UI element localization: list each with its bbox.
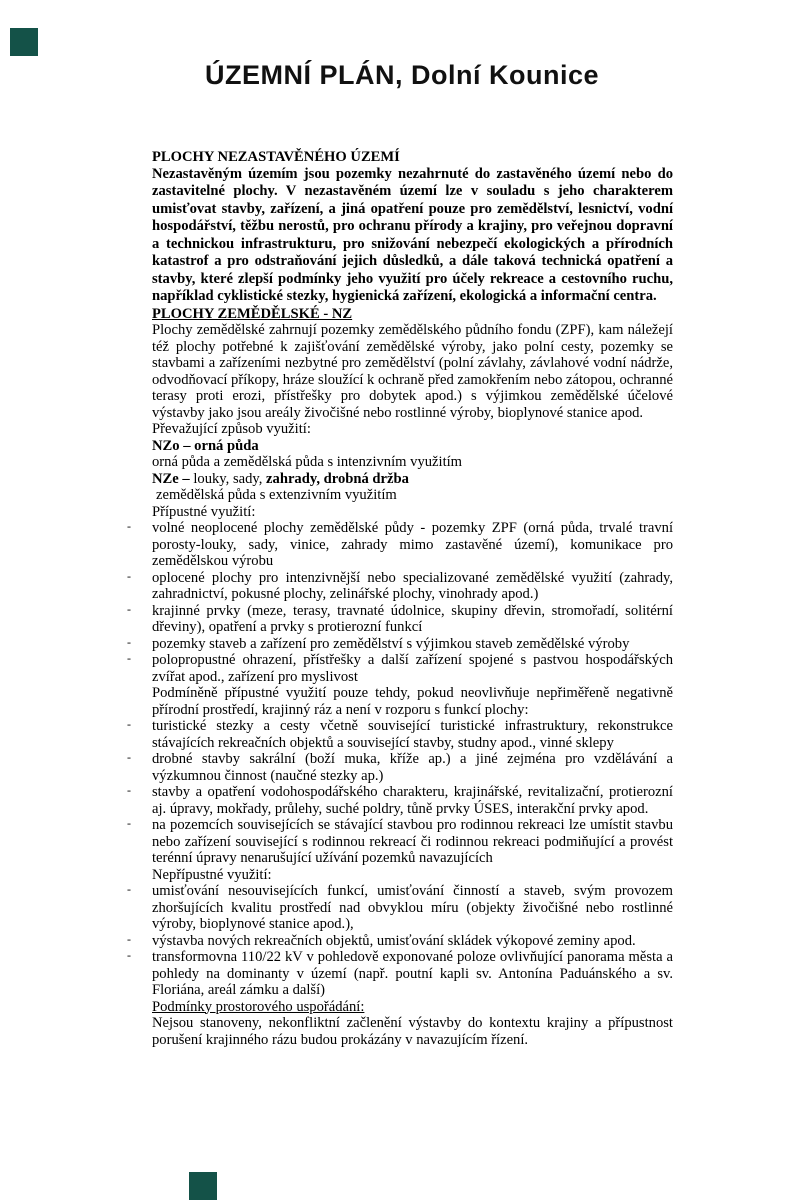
list-item: - výstavba nových rekreačních objektů, umisťování skládek výkopové zeminy apod.: [152, 933, 673, 950]
label-pripustne-vyuziti: Přípustné využití:: [152, 503, 256, 520]
list-item: - volné neoplocené plochy zemědělské půdy - pozemky ZPF (orná půda, trvalé travní porosty-louky, sady, vinice, zahrady mimo zastavěné území), komunikace pro zemědělskou výrobu: [152, 520, 673, 570]
list-item: - transformovna 110/22 kV v pohledově exponované poloze ovlivňující panorama města a pohledy na dominanty v území (např. poutní kapli sv. Antonína Paduánského a sv. Floriána, areál zámku a další): [152, 949, 673, 999]
nze-code-line: [152, 471, 673, 488]
section-heading-zemedelske-nz: PLOCHY ZEMĚDĚLSKÉ - NZ: [152, 305, 353, 322]
list-item: - na pozemcích souvisejících se stávající stavbou pro rodinnou rekreaci lze umístit stavbu nebo zařízení související s rodinnou rekreací či rodinnou rekreaci podmiňující a provést terénní úpravy nenarušující užívání pozemků navazujících: [152, 817, 673, 867]
nze-description: zemědělská půda s extenzivním využitím: [156, 487, 397, 503]
nze-regular-part: louky, sady,: [189, 470, 267, 487]
list-item: - stavby a opatření vodohospodářského charakteru, krajinářské, revitalizační, protierozní aj. úpravy, mokřady, průlehy, suché poldry, tůně prvky ÚSES, interakční prvky apod.: [152, 784, 673, 817]
paragraph-nezastavene-uzemi: Nezastavěným územím jsou pozemky nezahrnuté do zastavěného území nebo do zastavitelné plochy. V nezastavěném území lze v souladu s jeho charakterem umisťovat stavby, zařízení, a jiná opatření pouze pro zemědělství, lesnictví, vodní hospodářství, těžbu nerostů, pro ochranu přírody a krajiny, pro veřejnou dopravní a technickou infrastrukturu, pro snižování nebezpečí ekologických a přírodních katastrof a pro odstraňování jejich důsledků, a dále taková technická opatření a stavby, které zlepší podmínky jeho využití pro účely rekreace a cestovního ruchu, například cyklistické stezky, hygienická zařízení, ekologická a informační centra.: [152, 165, 673, 304]
spatial-conditions-heading: Podmínky prostorového uspořádání:: [152, 998, 365, 1015]
document-content: [152, 149, 673, 1048]
list-item: - umisťování nesouvisejících funkcí, umisťování činností a staveb, svým provozem zhoršujících kvalitu prostředí nad obvyklou míru (objekty živočišné nebo rostlinné výroby, bioplynové stanice apod.),: [152, 883, 673, 933]
spatial-conditions-text: Nejsou stanoveny, nekonfliktní začlenění výstavby do kontextu krajiny a přípustnost porušení krajinného rázu budou prokázány v navazujícím řízení.: [152, 1015, 673, 1048]
inadmissible-use-list: [152, 883, 673, 999]
redaction-square-bottom: [189, 1172, 217, 1200]
list-item: - krajinné prvky (meze, terasy, travnaté údolnice, skupiny dřevin, stromořadí, solitérní dřeviny), opatření a prvky s protierozní funkcí: [152, 603, 673, 636]
nze-code: NZe –: [152, 470, 190, 487]
list-item: - oplocené plochy pro intenzivnější nebo specializované zemědělské využití (zahrady, zahradnictví, pokusné plochy, zelinářské plochy, vinohrady apod.): [152, 570, 673, 603]
label-prevazujici-vyuziti: Převažující způsob využití:: [152, 421, 311, 437]
nze-bold-part: zahrady, drobná držba: [266, 470, 409, 487]
section-heading-nezastavene-uzemi: PLOCHY NEZASTAVĚNÉHO ÚZEMÍ: [152, 149, 400, 165]
label-nepripustne-vyuziti: Nepřípustné využití:: [152, 866, 272, 883]
permitted-use-list: [152, 520, 673, 685]
list-item: - turistické stezky a cesty včetně související turistické infrastruktury, rekonstrukce stávajících rekreačních objektů a související stavby, studny apod., vinné sklepy: [152, 718, 673, 751]
nzo-description: orná půda a zemědělská půda s intenzivním využitím: [152, 454, 463, 470]
page-title: ÚZEMNÍ PLÁN, Dolní Kounice: [205, 60, 599, 90]
list-item: - pozemky staveb a zařízení pro zemědělství s výjimkou staveb zemědělské výroby: [152, 636, 673, 653]
redaction-square-top: [10, 28, 38, 56]
list-item: - drobné stavby sakrální (boží muka, kříže ap.) a jiné zejména pro vzdělávání a výzkumnou činnost (naučné stezky ap.): [152, 751, 673, 784]
conditional-use-intro: Podmíněně přípustné využití pouze tehdy, pokud neovlivňuje nepřiměřeně negativně přírodní prostředí, krajinný ráz a není v rozporu s funkcí plochy:: [152, 685, 673, 718]
nzo-code-line: NZo – orná půda: [152, 437, 259, 454]
list-item: - polopropustné ohrazení, přístřešky a další zařízení spojené s pastvou hospodářských zvířat apod., zařízení pro myslivost: [152, 652, 673, 685]
conditional-use-list: [152, 718, 673, 867]
paragraph-zemedelske: Plochy zemědělské zahrnují pozemky zemědělského půdního fondu (ZPF), kam náležejí též plochy potřebné k zajišťování zemědělské výroby, jako polní cesty, pozemky se stavbami a zařízeními nezbytné pro zemědělství (polní závlahy, závlahové vodní nádrže, odvodňovací příkopy, hráze sloužící k ochraně před zamokřením nebo zátopou, ochranné terasy proti erozi, přístřešky pro dobytek apod.) s výjimkou zemědělské účelové výstavby jako jsou areály živočišné nebo rostlinné výroby, bioplynové stanice apod.: [152, 322, 673, 421]
